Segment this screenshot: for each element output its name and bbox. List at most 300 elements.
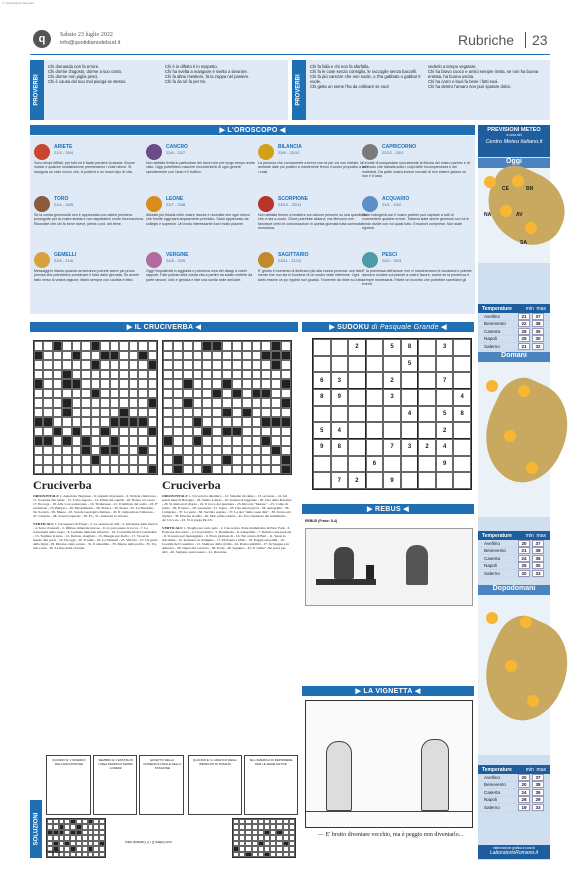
sun-icon (512, 175, 524, 187)
temp-min: 20 (518, 570, 530, 577)
grid-cell (138, 351, 147, 361)
grid-cell (129, 427, 138, 437)
sagittario-icon (258, 252, 274, 268)
grid-cell (163, 436, 173, 446)
grid-cell (91, 446, 100, 456)
sudoku-cell: 2 (418, 439, 436, 456)
sign-dates: 21/3 - 20/4 (54, 150, 74, 155)
temp-max: 32 (532, 343, 544, 350)
grid-cell (81, 341, 90, 351)
clues-oriz: 1. Autorizza l'ingresso - 6. Giganti di gennaio - 9. Notizia clamorosa - 11. Scontata che rende - 15. L'atto segreto - 14. Prima dei capelli - 16. Nostre col cuoio - 17. Proroga - 18. Alla voro sotterraneo - 19. Traducesse - 21. Il simbolo del sodio - 23. E' un timone - 25. Bulgaro - 26. Dipartimento - 28. Pratica - 30. Stessi - 32. La Sheridan - 34. Società - 38. Maree - 43. Scuola Geologica Italiana - 45. Il compositore Cimarosa - 47. Cisterna - 48. Scuola tropicale - 50. Fa - 51. Annotate la vittoria. (33, 494, 158, 518)
temp-max: 38 (532, 781, 544, 788)
grid-cell (91, 455, 100, 465)
grid-cell (252, 436, 262, 446)
max-label: max (536, 532, 546, 539)
grid-cell (100, 417, 109, 427)
sign-dates: 20/2 - 20/3 (382, 258, 402, 263)
sudoku-cell: 2 (348, 339, 366, 356)
sign-text: Oggi l'impulsività in aggiunta e polemica crea dei disagi a vostri rapporti. Fate pulizia nella vostra vita a partire da subito mettete da parte rancori, odio e gelosia e fate una scelta nelle amicizie. (146, 269, 253, 282)
sudoku-title: SUDOKU (337, 323, 370, 331)
arrow-right-icon: ▶ (329, 324, 338, 331)
vergine-icon (146, 252, 162, 268)
sudoku-cell: 2 (348, 472, 366, 489)
grid-cell (129, 446, 138, 456)
temp-min: 24 (518, 555, 530, 562)
proverbio: Chi fa le cose senza consiglio, le raccoglie senza baccelli. (310, 69, 418, 74)
sudoku-cell (366, 389, 384, 406)
sudoku-cell: 3 (331, 372, 349, 389)
grid-cell (222, 389, 232, 399)
grid-cell (110, 341, 119, 351)
grid-cell (129, 389, 138, 399)
grid-cell (43, 341, 52, 351)
grid-cell (222, 370, 232, 380)
grid-cell (100, 427, 109, 437)
sun-icon (525, 222, 537, 234)
proverbi-label-2: PROVERBI (296, 74, 302, 106)
grid-cell (252, 360, 262, 370)
grid-cell (34, 427, 43, 437)
grid-cell (129, 408, 138, 418)
sign-acquario (362, 194, 472, 244)
grid-cell (72, 446, 81, 456)
grid-cell (148, 446, 157, 456)
header-date: Sabato 23 luglio 2022 (60, 32, 113, 38)
sign-name: GEMELLI (54, 252, 77, 258)
sudoku-cell: 9 (331, 389, 349, 406)
grid-cell (212, 341, 222, 351)
temp-min: 21 (518, 313, 530, 320)
city: Caserta (484, 555, 501, 561)
meteo-footer (478, 845, 550, 859)
grid-cell (81, 455, 90, 465)
temp-row (478, 804, 550, 812)
sudoku-cell: 5 (436, 406, 454, 423)
sudoku-cell (436, 356, 454, 373)
grid-cell (183, 408, 193, 418)
meteo-day-label: Domani (478, 352, 550, 362)
sign-text: Abbiate più fiducia nelle vostre risorse e ricordate che ogni sforzo che fornite oggi sarà ampiamente premiato. Sarai apprezzato da colleghi e superiori. Un invito interessante fuori molto piacere. (146, 213, 250, 226)
sudoku-cell (366, 372, 384, 389)
temp-row (478, 570, 550, 578)
clues-oriz: 1. Un veicolo dinamico - 12. Sistema di campo - 13. Accento - 14. Gli esseri mesi di Bologna - 18. Siamo Cabras - 16. Genere di leggende - 20. Uno della Polesine - 20. Si mettono il marzo - 22. Il trovo del quartiere - 23. Ricordo "Intenso" - 25. Come di solito - 26. Il banco - 28. I presenti - 31. Sopra - 33. Una lettera greca - 34. Anteprima - 36. Comprare - 37. La parte - 36. Vecchio segreto - 37. La dea "delle rosee dita" - 38. In una età triplice - 39. Diverse in sella - 40. Mac primo seduto - 42. Uno fondatore del sentimento - 42. Un voto - 43. Vi si prega Pio IX. (162, 494, 292, 522)
grid-cell (100, 360, 109, 370)
sudoku-cell: 4 (331, 422, 349, 439)
grid-cell (148, 427, 157, 437)
city: Salerno (484, 804, 500, 810)
grid-cell (242, 408, 252, 418)
grid-cell (53, 446, 62, 456)
sudoku-cell (436, 389, 454, 406)
grid-cell (138, 360, 147, 370)
grid-cell (193, 370, 203, 380)
sign-name: CANCRO (166, 144, 188, 150)
grid-cell (281, 370, 291, 380)
grid-cell (81, 379, 90, 389)
grid-cell (232, 341, 242, 351)
grid-cell (193, 455, 203, 465)
sudoku-cell: 3 (383, 389, 401, 406)
temp-table (478, 540, 550, 578)
meteo-footer-line1: elaborazione grafica a cura di (493, 846, 535, 850)
grid-cell (271, 341, 281, 351)
grid-cell (183, 389, 193, 399)
grid-cell (34, 455, 43, 465)
proverbio: Chi ha dentro l'amaro non può sputare dolce. (428, 84, 512, 89)
grid-cell (271, 417, 281, 427)
grid-cell (34, 465, 43, 475)
comic-panel (93, 755, 138, 815)
grid-cell (148, 360, 157, 370)
crossword-grid-1 (33, 340, 158, 475)
sign-dates: 21/1 - 19/2 (382, 202, 402, 207)
sudoku-cell: 8 (331, 439, 349, 456)
soluzioni-label: SOLUZIONI (33, 812, 40, 846)
grid-cell (232, 427, 242, 437)
proverbio: Chi fa altrui mestiere, fa la zuppa nel paniere. (165, 74, 250, 79)
crossword-grid-2 (162, 340, 292, 475)
grid-cell (72, 370, 81, 380)
grid-cell (72, 427, 81, 437)
grid-cell (119, 351, 128, 361)
grid-cell (91, 341, 100, 351)
meteo-day-label: Oggi (478, 158, 550, 168)
logo-icon: q (33, 30, 51, 48)
sign-name: VERGINE (166, 252, 189, 258)
grid-cell (100, 446, 109, 456)
comic-text: EFFETTO DELLA DOMENICA FINALE DELLA STAGIONE (143, 758, 182, 770)
grid-cell (119, 408, 128, 418)
grid-cell (271, 379, 281, 389)
sudoku-cell (366, 472, 384, 489)
grid-cell (183, 370, 193, 380)
sign-bilancia (258, 142, 368, 192)
grid-cell (43, 379, 52, 389)
sudoku-cell (348, 372, 366, 389)
sudoku-cell (348, 356, 366, 373)
vignetta-title-bar (302, 686, 474, 696)
clues-vert: 1. Sbaglia per certo pelo - 2. Una scuola d'arte drammatica di New York - 3. Francese del calcio - 4. Un profumo - 5. Raramente - 6. Anteprima - 7. Relativo alla persona - 8. Si usano per massaggiare - 9. Nove giornata di - 10. Nel centro di Bari - 11. Spesi in macchina - 12. In mezzo al ciampino - 17. Di fronte a ONG - 18. Poggia sui palmi - 19. Località del Cosentino - 21. Studioso della civiltà - 24. Pronta stabilità - 27. In Spagna e in America - 28. Opera del concerto - 36. Porta - 40. Segunso - 32. Il "white" che serve per altri - 40. Segnano senza suono - 41. Ravenna. (162, 526, 292, 554)
grid-cell (261, 436, 271, 446)
min-label: min (525, 305, 534, 312)
grid-cell (110, 389, 119, 399)
grid-cell (62, 455, 71, 465)
rebus-illustration (305, 528, 473, 606)
grid-cell (232, 408, 242, 418)
sun-icon (486, 380, 498, 392)
sign-dates: 22/12 - 20/1 (382, 150, 404, 155)
sudoku-cell (313, 456, 331, 473)
comic-strip-2 (188, 755, 298, 815)
bilancia-icon (258, 144, 274, 160)
grid-cell (202, 427, 212, 437)
grid-cell (34, 408, 43, 418)
rebus-frase: REBUS (Frase: 8-4) (305, 519, 338, 523)
comic-text: QUANDO E' L'INVERNO DELL'ESCURSIONE (52, 758, 86, 766)
grid-cell (281, 465, 291, 475)
grid-cell (212, 389, 222, 399)
grid-cell (53, 465, 62, 475)
grid-cell (119, 360, 128, 370)
grid-cell (43, 360, 52, 370)
proverbio: Chi fa falla e chi non fa sfarfalla. (310, 64, 370, 69)
sudoku-cell: 4 (401, 406, 419, 423)
temp-max: 35 (532, 328, 544, 335)
grid-cell (119, 436, 128, 446)
sign-text: La persona che conoscerete a breve non fa per voi non iniziate, le amicizie date più positivi a mantenerle fermo il vostro proposito a tutti i costi. (258, 161, 368, 174)
sun-icon (526, 462, 538, 474)
grid-cell (91, 398, 100, 408)
city: Napoli (484, 336, 498, 342)
grid-cell (252, 370, 262, 380)
leone-icon (146, 196, 162, 212)
grid-cell (138, 446, 147, 456)
clues-vert: 1. Un seguace di Freud - 2. La canzone in alfa - 3. Allontana dalla riserva - 4. Sono i bassotti - 5. Diffuso minerale ferroso - 6. Lo può essere la rocca - 7. Le consonanti della vespa - 8. Comune minerale ittiotrica - 10. La pubblicità del concludere - 13. Togliere la neve - 12. Debole, sbagliato - 15. Disagio per molto - 17. Tu sei in mezzo alla porta - 19. Da oggi - 20. Il seme - 24. La Vanzetti - 25. Vittorio - 27. Un gesto della Ogni - 29. Ritorna come, presto - 31. Il sinonimo - 33. Mezzo della polita - 35. Tra una e una - 36. La fine della vicenda. (33, 522, 158, 550)
sign-name: CAPRICORNO (382, 144, 417, 150)
proverbi-col3 (310, 64, 422, 89)
grid-cell (261, 465, 271, 475)
sudoku-cell: 7 (383, 439, 401, 456)
sudoku-cell (436, 472, 454, 489)
grid-cell (62, 446, 71, 456)
grid-cell (110, 427, 119, 437)
grid-cell (100, 370, 109, 380)
arrow-left-icon: ◀ (401, 506, 409, 513)
grid-cell (81, 436, 90, 446)
grid-cell (271, 455, 281, 465)
grid-cell (53, 408, 62, 418)
grid-cell (173, 417, 183, 427)
city: Caserta (484, 328, 501, 334)
grid-cell (173, 360, 183, 370)
grid-cell (232, 465, 242, 475)
cruciverba-title: IL CRUCIVERBA (134, 323, 194, 331)
grid-cell (222, 341, 232, 351)
grid-cell (53, 360, 62, 370)
soluzioni-label-box (30, 800, 42, 858)
sign-cancro (146, 142, 256, 192)
sudoku-cell (453, 356, 471, 373)
arrow-left-icon: ◀ (193, 324, 202, 331)
grid-cell (202, 417, 212, 427)
grid-cell (173, 427, 183, 437)
grid-cell (163, 465, 173, 475)
meteo-subtitle: a cura del (506, 133, 522, 137)
grid-cell (110, 455, 119, 465)
grid-cell (53, 379, 62, 389)
arrow-right-icon: ▶ (219, 127, 228, 134)
grid-cell (53, 455, 62, 465)
grid-cell (91, 408, 100, 418)
grid-cell (163, 379, 173, 389)
sudoku-cell (418, 456, 436, 473)
temp-max: 33 (532, 570, 544, 577)
grid-cell (193, 389, 203, 399)
grid-cell (193, 465, 203, 475)
grid-cell (81, 417, 90, 427)
temp-min: 25 (518, 328, 530, 335)
grid-cell (163, 341, 173, 351)
grid-cell (183, 398, 193, 408)
temp-max: 38 (532, 547, 544, 554)
grid-cell (91, 360, 100, 370)
sudoku-cell (366, 439, 384, 456)
cruciverba-name-2: Cruciverba (162, 478, 221, 492)
clues-right (162, 494, 292, 554)
grid-cell (242, 417, 252, 427)
clues-oriz-title: ORIZZONTALI: (162, 494, 188, 498)
grid-cell (212, 379, 222, 389)
grid-cell (252, 417, 262, 427)
grid-cell (163, 360, 173, 370)
sign-dates: 22/6 - 22/7 (166, 150, 186, 155)
map-label: SA (520, 240, 527, 246)
proverbio: Chi ha svelta a mangiare è svelto a lavorare. (165, 69, 248, 74)
sign-text: Sono tempi difficili, per tutti ed è facile perdere la strada. Buone notizie e qualche soddisfazione premieranno i vostri sforzi. Si inaugura un ciclo nuovo che, vi porterà a un nuovo tipo di vita. (34, 161, 135, 174)
temp-header (478, 531, 550, 540)
grid-cell (53, 417, 62, 427)
grid-cell (148, 389, 157, 399)
grid-cell (34, 436, 43, 446)
temp-min: 21 (518, 547, 530, 554)
city: Napoli (484, 563, 498, 569)
grid-cell (212, 398, 222, 408)
sun-icon (527, 695, 539, 707)
grid-cell (222, 417, 232, 427)
proverbio: vederlo a tempo vegetare. (428, 64, 477, 69)
grid-cell (110, 436, 119, 446)
sudoku-cell: 2 (436, 422, 454, 439)
sudoku-cell: 4 (453, 389, 471, 406)
sudoku-grid (312, 338, 472, 490)
sudoku-cell (453, 339, 471, 356)
grid-cell (148, 436, 157, 446)
proverbi-label-box-2 (292, 60, 306, 120)
page-number: 23 (532, 32, 548, 48)
sign-text: Non abbiate timore a insistere con alcune persone su una questione che vi sta a cuore. Giove potrebbe aiutarvi, ma Mercurio non favorisce certo le comunicazioni in questa giornata tutta sommata monotona. (258, 213, 367, 230)
grid-cell (163, 389, 173, 399)
temp-min: 19 (518, 804, 530, 811)
city: Avellino (484, 540, 501, 546)
grid-cell (281, 408, 291, 418)
proverbio: Chi fa più carezze che non suole, o t'ha gabbato o gabbar ti vuole. (310, 74, 421, 84)
sign-dates: 21/4 - 20/5 (54, 202, 74, 207)
grid-cell (271, 436, 281, 446)
temp-label: Temperature (482, 766, 512, 773)
grid-cell (91, 379, 100, 389)
grid-cell (110, 465, 119, 475)
sign-name: SCORPIONE (278, 196, 309, 202)
grid-cell (281, 379, 291, 389)
grid-cell (163, 398, 173, 408)
header-rule (30, 54, 550, 55)
sudoku-cell: 9 (313, 439, 331, 456)
grid-cell (193, 417, 203, 427)
map-label: AV (516, 212, 523, 218)
sudoku-cell (313, 339, 331, 356)
top-note: © riproduzione riservata (2, 1, 34, 5)
grid-cell (72, 465, 81, 475)
grid-cell (202, 360, 212, 370)
grid-cell (183, 446, 193, 456)
sudoku-cell: 8 (453, 406, 471, 423)
grid-cell (242, 455, 252, 465)
grid-cell (148, 465, 157, 475)
meteo-footer-line2: LaboratorioRomano.it (489, 850, 539, 856)
comic-strip (46, 755, 184, 815)
grid-cell (193, 398, 203, 408)
grid-cell (62, 360, 71, 370)
proverbio: Chi è causa del suo mal pianga se stesso. (48, 79, 127, 84)
city: Benevento (484, 321, 506, 327)
city: Benevento (484, 782, 506, 788)
grid-cell (242, 351, 252, 361)
grid-cell (72, 398, 81, 408)
temp-table (478, 774, 550, 812)
grid-cell (34, 379, 43, 389)
grid-cell (62, 379, 71, 389)
grid-cell (252, 408, 262, 418)
grid-cell (34, 351, 43, 361)
temp-table (478, 313, 550, 351)
meteo-title: PREVISIONI METEO (487, 127, 541, 133)
city: Salerno (484, 343, 500, 349)
city: Benevento (484, 548, 506, 554)
grid-cell (281, 436, 291, 446)
grid-cell (271, 408, 281, 418)
sign-name: ARIETE (54, 144, 73, 150)
arrow-left-icon: ◀ (277, 127, 286, 134)
sudoku-cell: 3 (401, 439, 419, 456)
sudoku-cell (348, 439, 366, 456)
grid-cell (148, 417, 157, 427)
grid-cell (183, 455, 193, 465)
grid-cell (91, 417, 100, 427)
grid-cell (110, 446, 119, 456)
grid-cell (129, 351, 138, 361)
sign-text: Se la vostra generosità non è apprezzata non datevi pensiero: proseguite per la vostra strada e non aspettatevi molto riconoscenza. Ricordate che chi fa bene riceve, prima o poi, del bene. (34, 213, 144, 226)
grid-cell (261, 455, 271, 465)
temp-max: 33 (532, 804, 544, 811)
grid-cell (138, 370, 147, 380)
temp-max: 36 (532, 555, 544, 562)
grid-cell (91, 370, 100, 380)
sudoku-cell (331, 406, 349, 423)
cruciverba-title-bar (30, 322, 298, 332)
grid-cell (119, 446, 128, 456)
grid-cell (261, 389, 271, 399)
grid-cell (43, 427, 52, 437)
grid-cell (242, 389, 252, 399)
grid-cell (53, 341, 62, 351)
sudoku-cell (348, 406, 366, 423)
temp-max: 37 (532, 540, 544, 547)
grid-cell (129, 370, 138, 380)
grid-cell (81, 446, 90, 456)
grid-cell (222, 465, 232, 475)
sudoku-cell (401, 389, 419, 406)
sign-vergine (146, 250, 256, 300)
grid-cell (53, 351, 62, 361)
grid-cell (281, 360, 291, 370)
temp-min: 21 (518, 343, 530, 350)
sign-pesci (362, 250, 472, 300)
grid-cell (34, 341, 43, 351)
sudoku-cell: 9 (383, 472, 401, 489)
sudoku-cell: 2 (383, 372, 401, 389)
grid-cell (110, 379, 119, 389)
meteo-header (478, 125, 550, 157)
